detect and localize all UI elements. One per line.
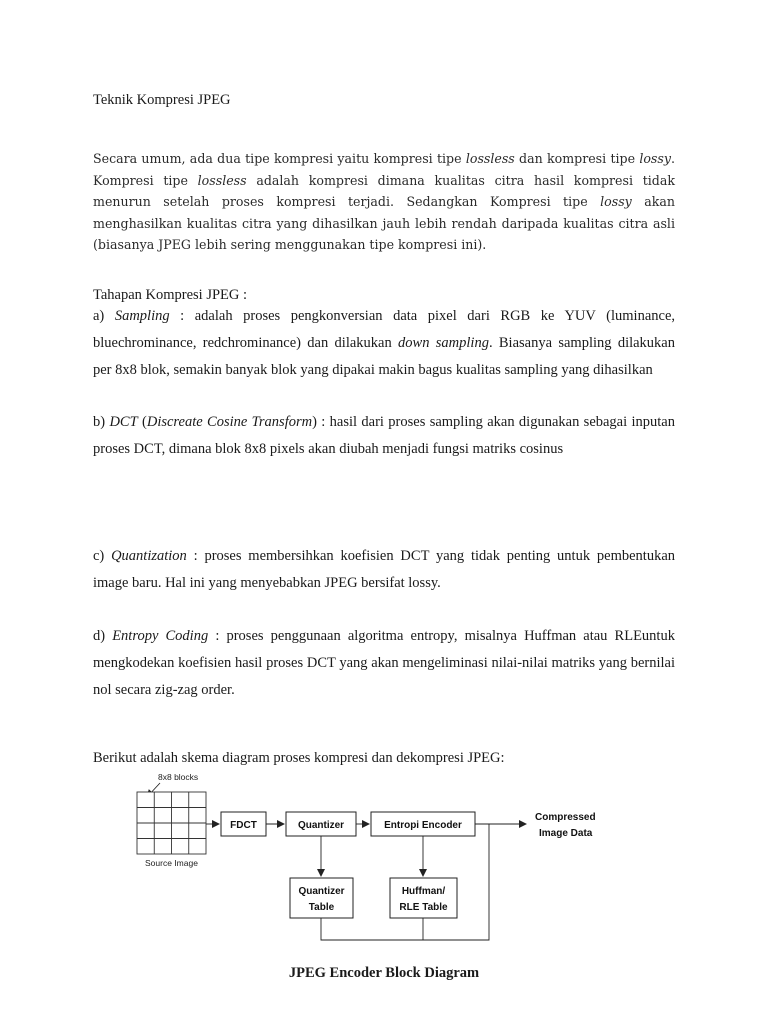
intro-text: akan menghasilkan kualitas citra yang dihasilkan jauh lebih rendah daripada kualitas citra asli (biasanya JPEG lebih sering menggunakan tipe kompresi ini). <box>93 194 675 252</box>
stage-b-paragraph <box>93 409 675 463</box>
term-quantization: Quantization <box>111 548 187 564</box>
compressed-label-line2: Image Data <box>539 828 593 839</box>
source-image-label: Source Image <box>145 858 198 868</box>
intro-paragraph <box>93 148 675 256</box>
intro-text: adalah kompresi dimana kualitas citra hasil kompresi tidak menurun setelah proses kompresi terjadi. Sedangkan Kompresi tipe <box>93 172 675 209</box>
term-lossy: lossy <box>639 151 671 166</box>
term-dct-full: Discreate Cosine Transform <box>146 414 313 430</box>
stage-a-paragraph <box>93 303 675 384</box>
quantizer-table-label-line1: Quantizer <box>298 886 345 897</box>
diagram-intro: Berikut adalah skema diagram proses kompresi dan dekompresi JPEG: <box>93 750 505 766</box>
source-image-grid <box>137 792 206 854</box>
quantizer-label: Quantizer <box>297 820 345 831</box>
intro-text: Secara umum, ada dua tipe kompresi yaitu kompresi tipe <box>93 151 466 166</box>
huffman-table-label-line1: Huffman/ <box>401 886 446 897</box>
stage-prefix: a) <box>93 308 115 324</box>
term-lossy: lossy <box>600 194 632 209</box>
huffman-table-label-line2: RLE Table <box>399 902 448 913</box>
stage-prefix: d) <box>93 628 113 644</box>
stage-text: . Biasanya sampling dilakukan per 8x8 blok, semakin banyak blok yang dipakai makin bagus kualitas sampling yang dihasilkan <box>93 335 675 378</box>
stage-d-paragraph <box>93 623 675 704</box>
stage-text: : proses membersihkan koefisien DCT yang tidak penting untuk pembentukan image baru. Hal ini yang menyebabkan JPEG bersifat lossy. <box>93 548 675 591</box>
stage-text: ) : hasil dari proses sampling akan digunakan sebagai inputan proses DCT, dimana blok 8x8 pixels akan diubah menjadi fungsi matriks cosinus <box>93 414 675 457</box>
diagram-caption: JPEG Encoder Block Diagram <box>288 965 480 981</box>
stage-text: : adalah proses pengkonversian data pixel dari RGB ke YUV (luminance, bluechrominance, redchrominance) dan dilakukan <box>93 308 676 351</box>
term-sampling: Sampling <box>114 308 170 324</box>
intro-text: dan kompresi tipe <box>514 151 640 166</box>
stage-c-paragraph <box>93 543 675 597</box>
stage-prefix: c) <box>93 548 112 564</box>
stage-text: : proses penggunaan algoritma entropy, misalnya Huffman atau RLEuntuk mengkodekan koefisien hasil proses DCT yang akan mengeliminasi nilai-nilai matriks yang bernilai nol secara zig-zag order. <box>93 628 675 698</box>
term-lossless: lossless <box>197 172 247 188</box>
entropy-encoder-label: Entropi Encoder <box>384 820 462 831</box>
intro-text: . Kompresi tipe <box>93 151 675 188</box>
stages-heading: Tahapan Kompresi JPEG : <box>93 287 248 303</box>
quantizer-table-label-line2: Table <box>308 902 335 913</box>
fdct-label: FDCT <box>230 820 257 831</box>
term-dct: DCT <box>109 414 138 430</box>
term-entropy-coding: Entropy Coding <box>112 628 209 644</box>
jpeg-encoder-diagram <box>0 760 768 960</box>
document-title: Teknik Kompresi JPEG <box>93 92 231 108</box>
blocks-label: 8x8 blocks <box>158 772 199 782</box>
stage-prefix: b) <box>93 414 110 430</box>
term-lossless: lossless <box>465 151 515 166</box>
stage-text: ( <box>137 414 147 430</box>
term-down-sampling: down sampling <box>398 335 489 351</box>
compressed-label-line1: Compressed <box>535 812 596 823</box>
